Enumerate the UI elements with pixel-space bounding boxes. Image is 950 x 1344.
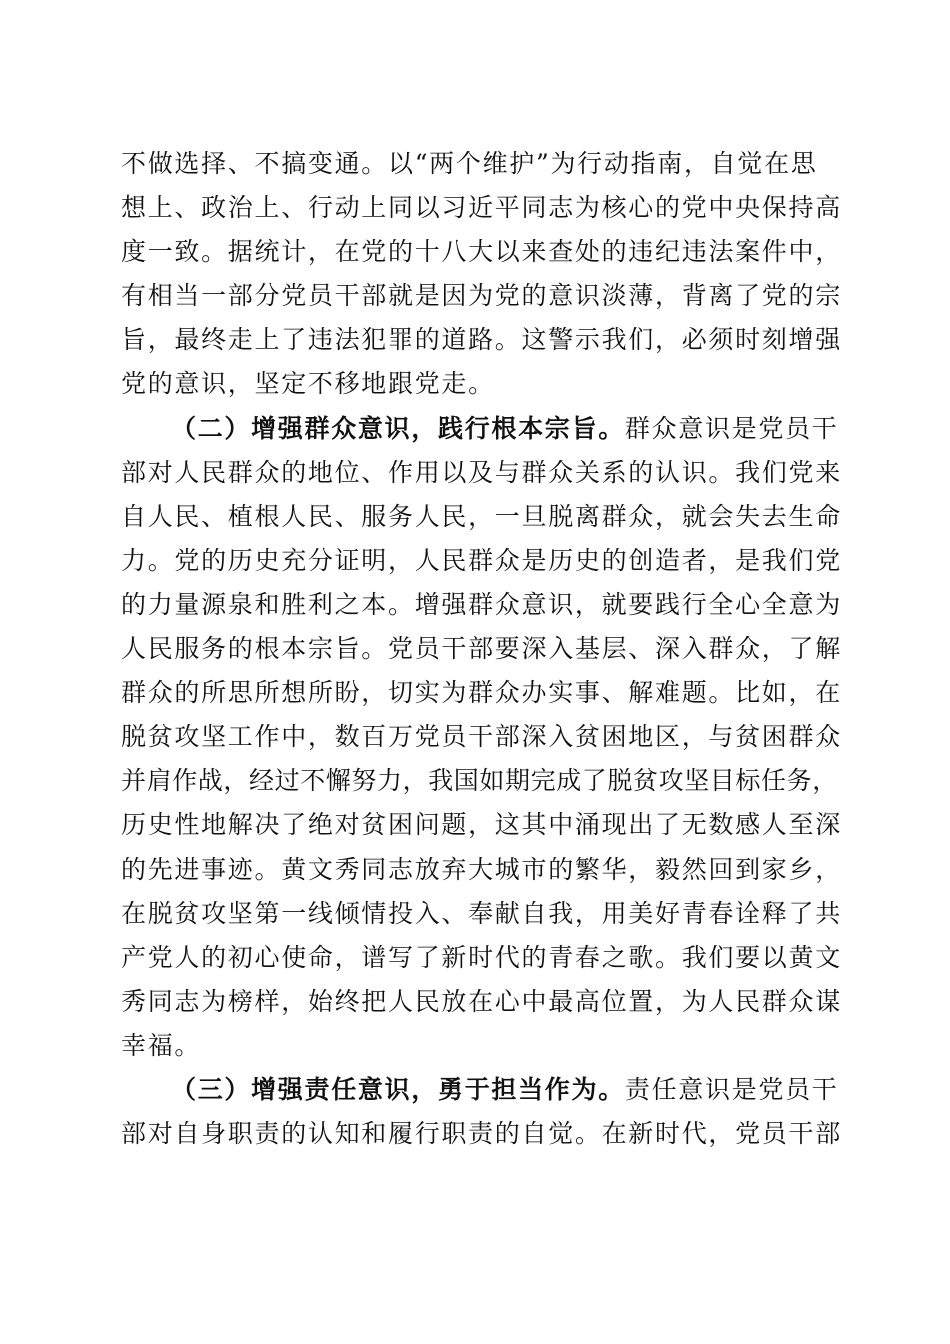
text-line: 部对人民群众的地位、作用以及与群众关系的认识。我们党来 <box>121 457 842 487</box>
text-line: 在脱贫攻坚第一线倾情投入、奉献自我，用美好青春诠释了共 <box>121 898 842 928</box>
text-line: 历史性地解决了绝对贫困问题，这其中涌现出了无数感人至深 <box>121 810 842 840</box>
text-line: 产党人的初心使命，谱写了新时代的青春之歌。我们要以黄文 <box>121 942 842 972</box>
text-line: 度一致。据统计，在党的十八大以来查处的违纪违法案件中， <box>121 237 842 267</box>
text-line: 力。党的历史充分证明，人民群众是历史的创造者，是我们党 <box>121 545 842 575</box>
text-line: 群众的所思所想所盼，切实为群众办实事、解难题。比如，在 <box>121 678 842 708</box>
text-line: 并肩作战，经过不懈努力，我国如期完成了脱贫攻坚目标任务， <box>121 766 838 796</box>
paragraph-2 <box>121 407 842 1068</box>
text-line: 部对自身职责的认知和履行职责的自觉。在新时代，党员干部 <box>121 1119 842 1149</box>
paragraph-first-line <box>121 1068 839 1112</box>
text-line: 不做选择、不搞变通。以“两个维护”为行动指南，自觉在思 <box>121 149 818 178</box>
paragraph-1 <box>121 142 842 407</box>
text-span: 责任意识是党员干 <box>624 1074 839 1104</box>
text-line: 有相当一部分党员干部就是因为党的意识淡薄，背离了党的宗 <box>121 281 842 311</box>
text-line: 人民服务的根本宗旨。党员干部要深入基层、深入群众，了解 <box>121 634 842 664</box>
text-line: 幸福。 <box>121 1030 202 1060</box>
document-body <box>121 142 842 1156</box>
text-line: 自人民、植根人民、服务人民，一旦脱离群众，就会失去生命 <box>121 501 842 531</box>
text-line: 秀同志为榜样，始终把人民放在心中最高位置，为人民群众谋 <box>121 986 842 1016</box>
text-span: 群众意识是党员干 <box>624 413 839 443</box>
text-line: 的力量源泉和胜利之本。增强群众意识，就要践行全心全意为 <box>121 589 842 619</box>
section-heading: （二）增强群众意识，践行根本宗旨。 <box>171 413 625 443</box>
text-line: 想上、政治上、行动上同以习近平同志为核心的党中央保持高 <box>121 193 842 223</box>
text-line: 旨，最终走上了违法犯罪的道路。这警示我们，必须时刻增强 <box>121 325 842 355</box>
text-line: 脱贫攻坚工作中，数百万党员干部深入贫困地区，与贫困群众 <box>121 722 842 752</box>
text-line: 党的意识，坚定不移地跟党走。 <box>121 369 495 399</box>
paragraph-first-line <box>121 407 839 451</box>
text-line: 的先进事迹。黄文秀同志放弃大城市的繁华，毅然回到家乡， <box>121 854 842 884</box>
section-heading: （三）增强责任意识，勇于担当作为。 <box>171 1074 625 1104</box>
paragraph-3 <box>121 1068 842 1156</box>
